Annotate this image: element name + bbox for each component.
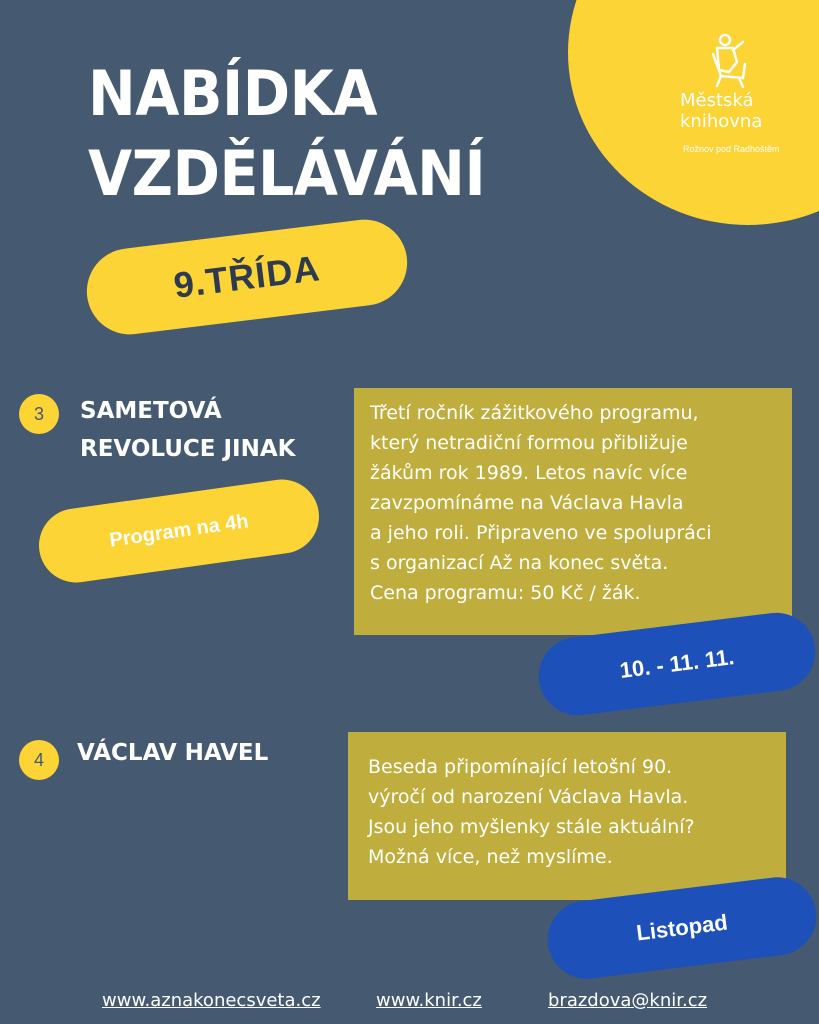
duration-tag: Program na 4h <box>34 475 324 588</box>
description-line: žákům rok 1989. Letos navíc více <box>370 462 688 484</box>
program-number-badge: 3 <box>19 394 59 434</box>
description-line: Jsou jeho myšlenky stále aktuální? <box>368 816 695 838</box>
footer-link-aznakonecsveta[interactable]: www.aznakonecsveta.cz <box>102 990 321 1011</box>
program-number-badge: 4 <box>19 740 59 780</box>
program-heading <box>80 392 350 468</box>
program-heading-line1: VÁCLAV HAVEL <box>77 740 269 766</box>
grade-badge: 9.TŘÍDA <box>82 215 412 340</box>
logo-name <box>680 90 800 132</box>
description-line: a jeho roli. Připraveno ve spolupráci <box>370 522 712 544</box>
logo-name-line1: Městská <box>680 90 754 111</box>
description-line: Cena programu: 50 Kč / žák. <box>370 582 641 604</box>
program-heading-line1: SAMETOVÁ <box>80 398 222 424</box>
date-badge: 10. - 11. 11. <box>534 608 819 719</box>
description-line: s organizací Až na konec světa. <box>370 552 669 574</box>
footer-link-knir[interactable]: www.knir.cz <box>376 990 482 1011</box>
program-description-box <box>354 388 792 635</box>
page-title <box>88 54 485 214</box>
title-line2: VZDĚLÁVÁNÍ <box>88 137 486 210</box>
program-heading <box>77 734 347 772</box>
description-line: zavzpomínáme na Václava Havla <box>370 492 684 514</box>
reader-figure-icon <box>699 30 759 90</box>
date-badge: Listopad <box>543 873 819 983</box>
description-line: který netradiční formou přibližuje <box>370 432 688 454</box>
description-line: Možná více, než myslíme. <box>368 846 613 868</box>
logo-subtitle: Rožnov pod Radhoštěm <box>683 144 780 154</box>
program-description-box <box>348 732 786 900</box>
program-heading-line2: REVOLUCE JINAK <box>80 436 296 462</box>
logo-name-line2: knihovna <box>680 111 763 132</box>
description-line: výročí od narození Václava Havla. <box>368 786 689 808</box>
description-line: Beseda připomínající letošní 90. <box>368 756 673 778</box>
description-line: Třetí ročník zážitkového programu, <box>370 402 699 424</box>
title-line1: NABÍDKA <box>88 57 378 130</box>
footer-email-link[interactable]: brazdova@knir.cz <box>548 990 708 1011</box>
